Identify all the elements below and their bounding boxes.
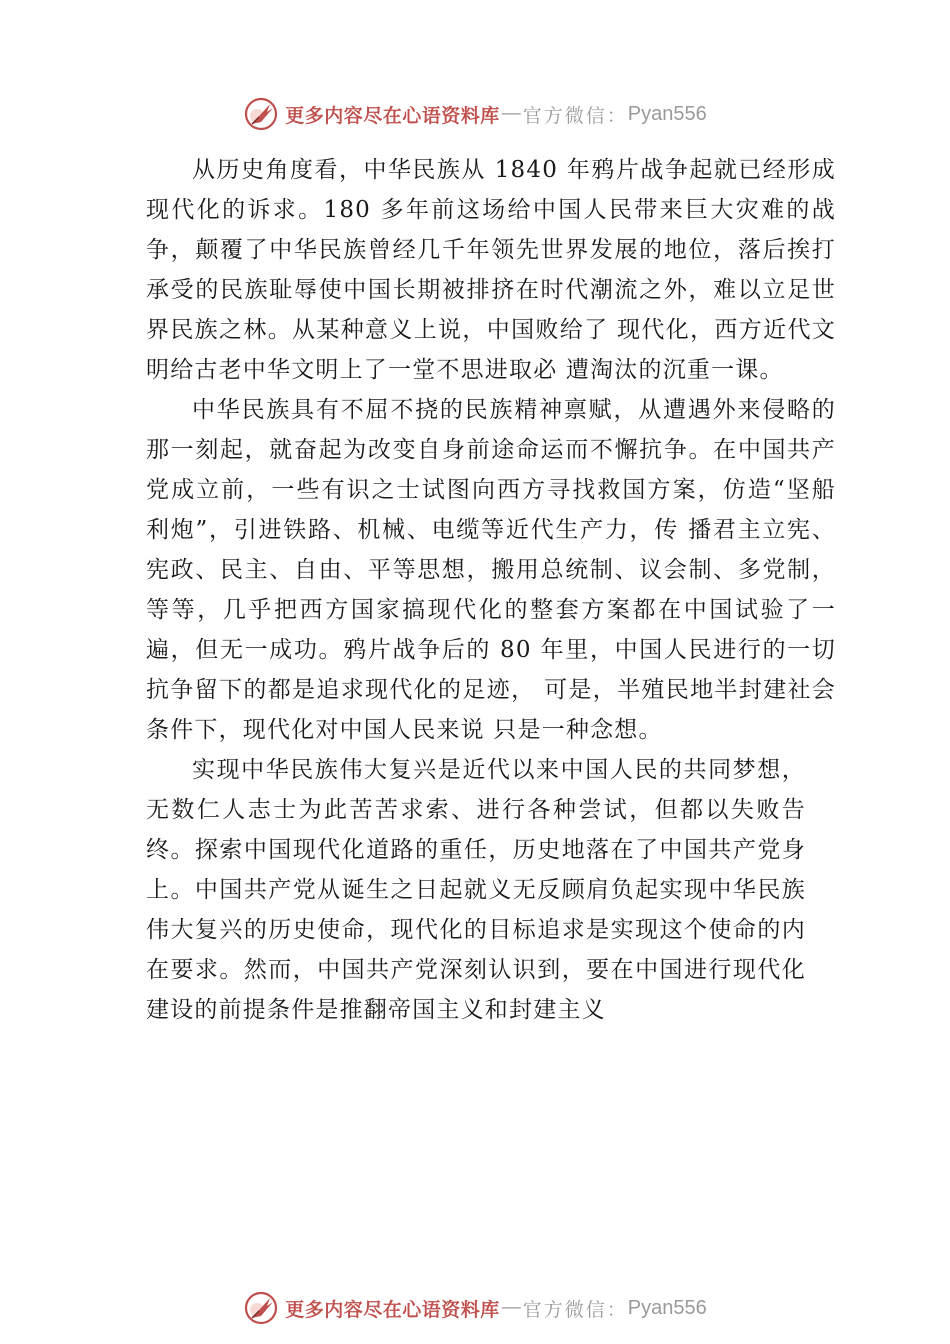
watermark-wechat-id: Pyan556	[627, 1296, 707, 1319]
header-watermark	[0, 94, 950, 134]
watermark-brand: 更多内容尽在心语资料库	[285, 104, 500, 127]
watermark-wechat-label: 官方微信：	[522, 104, 628, 127]
quill-logo-icon	[243, 96, 279, 132]
watermark-dash: —	[501, 1297, 521, 1318]
watermark-wechat-id: Pyan556	[627, 102, 707, 125]
footer-watermark	[0, 1288, 950, 1328]
quill-logo-icon	[243, 1290, 279, 1326]
paragraph-3: 实现中华民族伟大复兴是近代以来中国人民的共同梦想，无数仁人志士为此苦苦求索、进行各种尝试，但都以失败告终。探索中国现代化道路的重任，历史地落在了中国共产党身上。中国共产党从诞生之日起就义无反顾肩负起实现中华民族伟大复兴的历史使命，现代化的目标追求是实现这个使命的内在要求。然而，中国共产党深刻认识到，要在中国进行现代化建设的前提条件是推翻帝国主义和封建主义	[146, 757, 806, 1023]
document-body	[146, 150, 836, 1030]
watermark-dash: —	[501, 103, 521, 124]
paragraph-2: 中华民族具有不屈不挠的民族精神禀赋，从遭遇外来侵略的那一刻起，就奋起为改变自身前途命运而不懈抗争。在中国共产党成立前，一些有识之士试图向西方寻找救国方案，仿造“坚船利炮”，引进铁路、机械、电缆等近代生产力，传 播君主立宪、宪政、民主、自由、平等思想，搬用总统制、议会制、多党制，等等，几乎把西方国家搞现代化的整套方案都在中国试验了一遍，但无一成功。鸦片战争后的 80 年里，中国人民进行的一切抗争留下的都是追求现代化的足迹， 可是，半殖民地半封建社会条件下，现代化对中国人民来说 只是一种念想。	[146, 397, 836, 743]
paragraph-1: 从历史角度看，中华民族从 1840 年鸦片战争起就已经形成现代化的诉求。180 多年前这场给中国人民带来巨大灾难的战争，颠覆了中华民族曾经几千年领先世界发展的地位，落后挨打承受的民族耻辱使中国长期被排挤在时代潮流之外，难以立足世界民族之林。从某种意义上说，中国败给了 现代化，西方近代文明给古老中华文明上了一堂不思进取必 遭淘汰的沉重一课。	[146, 157, 836, 383]
watermark-wechat-label: 官方微信：	[522, 1298, 628, 1321]
watermark-brand: 更多内容尽在心语资料库	[285, 1298, 500, 1321]
